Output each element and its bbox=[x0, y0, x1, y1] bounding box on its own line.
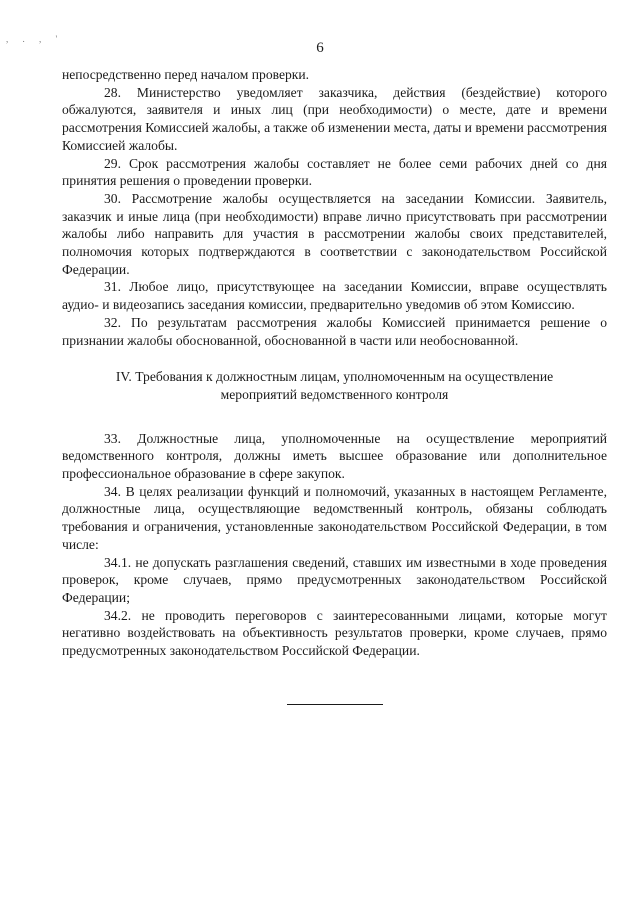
section-heading bbox=[62, 368, 607, 403]
document-body bbox=[62, 66, 607, 660]
paragraph-34-1: 34.1. не допускать разглашения сведений, ставших им известными в ходе проведения проверок, кроме случаев, прямо предусмотренных законодательством Российской Федерации; bbox=[62, 554, 607, 605]
paragraph-28: 28. Министерство уведомляет заказчика, действия (бездействие) которого обжалуются, заявителя и иных лиц (при необходимости) о месте, дате и времени рассмотрения Комиссией жалобы, а также об изменении места, даты и времени рассмотрения Комиссией жалобы. bbox=[62, 84, 608, 153]
end-divider-line bbox=[287, 704, 383, 705]
scan-marks: , . , ' bbox=[6, 34, 64, 44]
paragraph-34-2: 34.2. не проводить переговоров с заинтересованными лицами, которые могут негативно воздействовать на объективность результатов проверки, кроме случаев, прямо предусмотренных законодательством Российской Федерации. bbox=[62, 607, 607, 659]
page-number: 6 bbox=[316, 40, 324, 56]
paragraph-31: 31. Любое лицо, присутствующее на заседании Комиссии, вправе осуществлять аудио- и видеозапись заседания комиссии, предварительно уведомив об этом Комиссию. bbox=[62, 279, 607, 313]
paragraph-30: 30. Рассмотрение жалобы осуществляется на заседании Комиссии. Заявитель, заказчик и иные лица (при необходимости) вправе лично присутствовать при рассмотрении жалобы либо направить для участия в рассмотрении жалобы своих представителей, полномочия которых подтверждаются в соответствии с законодательством Российской Федерации. bbox=[62, 190, 607, 277]
paragraph-34: 34. В целях реализации функций и полномочий, указанных в настоящем Регламенте, должностные лица, осуществляющие ведомственный контроль, обязаны соблюдать требования и ограничения, установленные законодательством Российской Федерации, в том числе: bbox=[62, 483, 607, 552]
paragraph-33: 33. Должностные лица, уполномоченные на осуществление мероприятий ведомственного контроля, должны иметь высшее образование или дополнительное профессиональное образование в сфере закупок. bbox=[62, 430, 607, 482]
paragraph-32: 32. По результатам рассмотрения жалобы Комиссией принимается решение о признании жалобы обоснованной, обоснованной в части или необоснованной. bbox=[62, 314, 607, 348]
section-heading-line-2: мероприятий ведомственного контроля bbox=[220, 386, 449, 402]
section-heading-line-1: IV. Требования к должностным лицам, уполномоченным на осуществление bbox=[115, 369, 554, 385]
paragraph-continuation: непосредственно перед началом проверки. bbox=[62, 67, 310, 82]
paragraph-29: 29. Срок рассмотрения жалобы составляет не более семи рабочих дней со дня принятия решения о проведении проверки. bbox=[62, 155, 607, 189]
